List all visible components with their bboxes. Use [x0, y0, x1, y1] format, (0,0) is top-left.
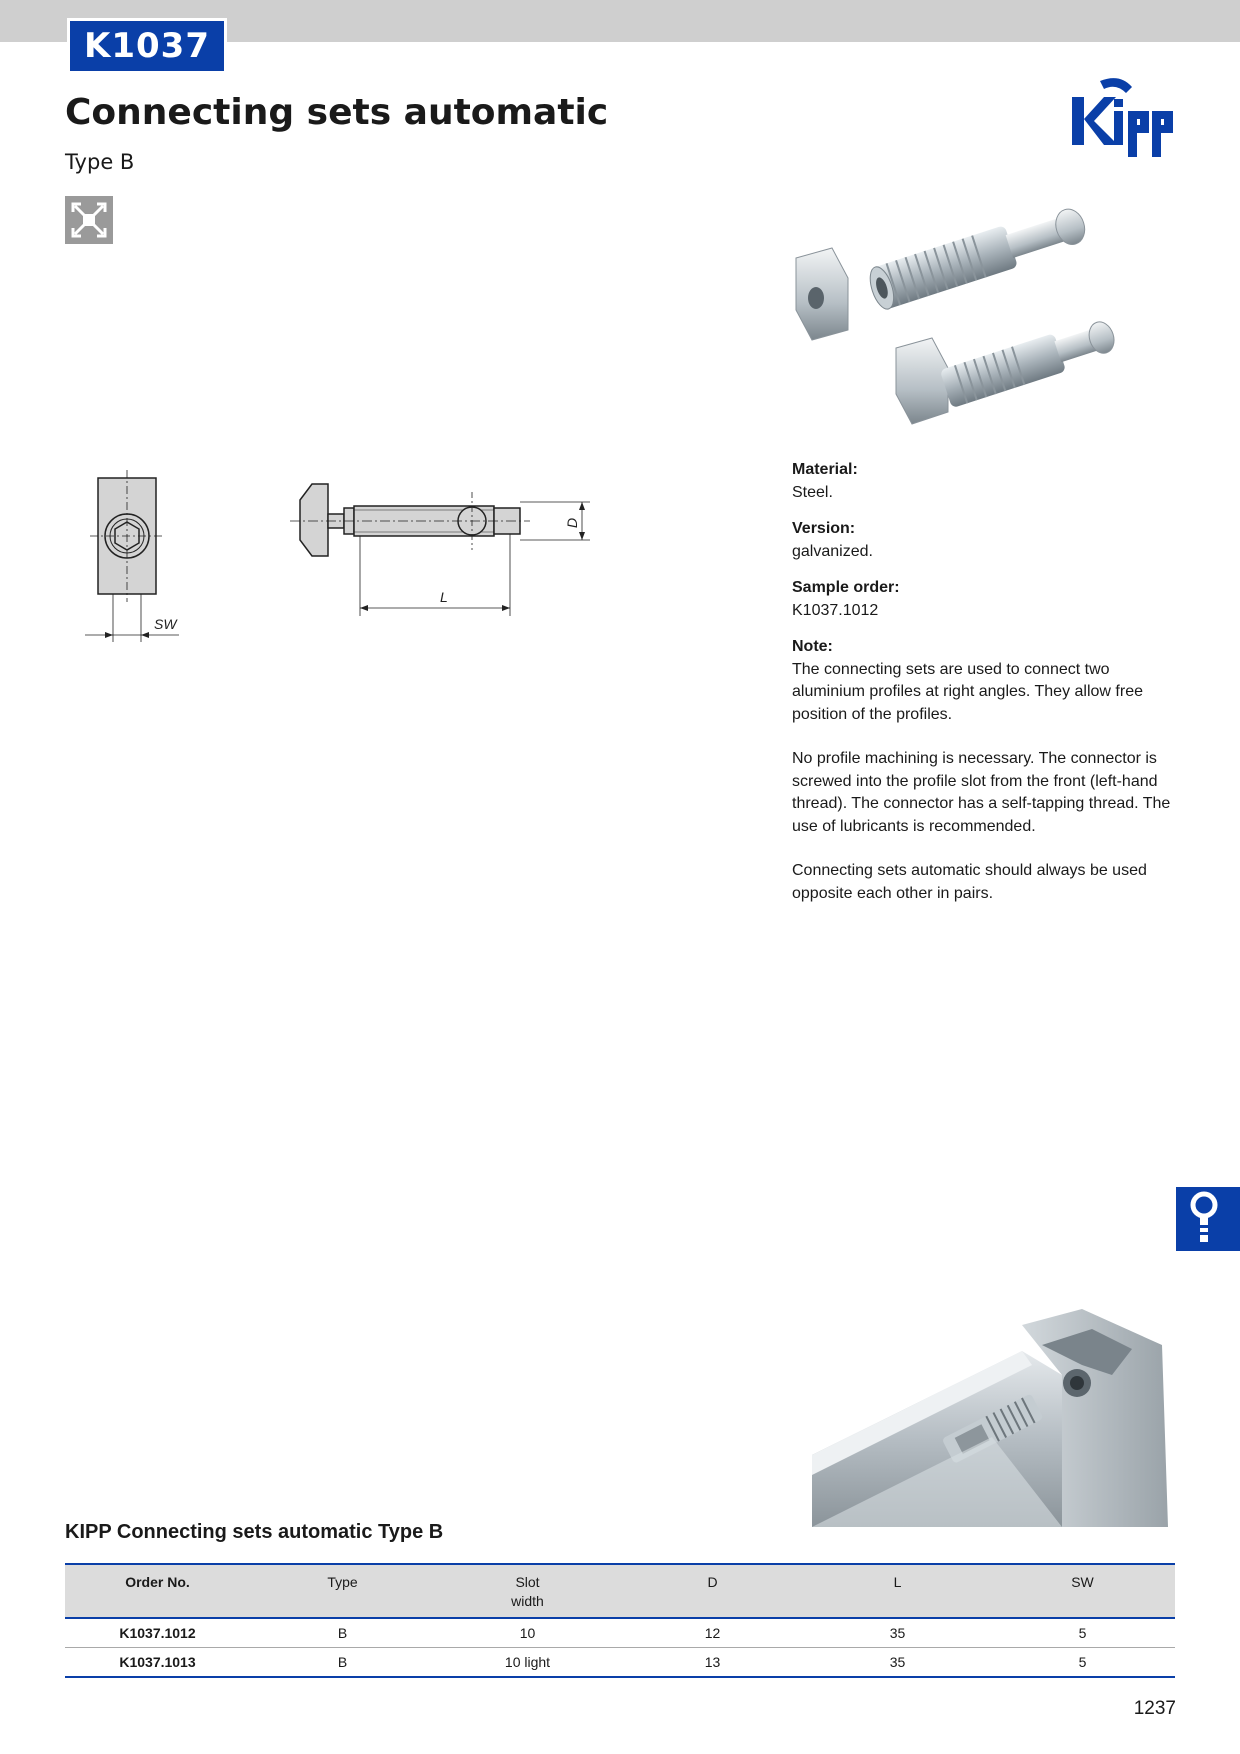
- header-slot-width: [435, 1564, 620, 1618]
- table-header-row: [65, 1564, 1175, 1618]
- eyebolt-tab-icon: [1176, 1187, 1240, 1251]
- cell-l: 35: [805, 1618, 990, 1648]
- version-label: Version:: [792, 520, 856, 537]
- cell-type: B: [250, 1618, 435, 1648]
- cell-d: 13: [620, 1648, 805, 1678]
- header-slot-line1: Slot: [515, 1574, 540, 1590]
- header-l: L: [893, 1574, 902, 1590]
- product-table-wrapper: [65, 1563, 1175, 1678]
- cell-sw: 5: [990, 1618, 1175, 1648]
- dimension-label-d: D: [564, 517, 580, 528]
- page-subtitle: Type B: [65, 150, 135, 174]
- table-row: [65, 1618, 1175, 1648]
- header-sw: SW: [1071, 1574, 1094, 1590]
- dimension-label-l: L: [440, 589, 448, 605]
- kipp-logo: [1070, 75, 1180, 160]
- cell-order-no: K1037.1012: [65, 1618, 250, 1648]
- cell-type: B: [250, 1648, 435, 1678]
- table-row: [65, 1648, 1175, 1678]
- cell-order-no: K1037.1013: [65, 1648, 250, 1678]
- product-code: K1037: [70, 21, 224, 71]
- technical-drawing-end-view: [80, 470, 190, 650]
- note-block: [792, 636, 1172, 905]
- version-value: galvanized.: [792, 542, 873, 560]
- cell-l: 35: [805, 1648, 990, 1678]
- profile-connector-category-icon: [65, 196, 113, 244]
- application-photo: [812, 1305, 1168, 1527]
- cell-sw: 5: [990, 1648, 1175, 1678]
- page-title: Connecting sets automatic: [65, 92, 609, 133]
- header-type: Type: [327, 1574, 358, 1590]
- material-block: [792, 459, 1172, 504]
- header-slot-line2: width: [511, 1593, 544, 1609]
- sample-order-block: [792, 577, 1172, 622]
- version-block: [792, 518, 1172, 563]
- technical-drawing-side-view: [290, 470, 620, 620]
- material-label: Material:: [792, 461, 858, 478]
- dimension-label-sw: SW: [154, 616, 177, 632]
- note-label: Note:: [792, 638, 833, 655]
- header-d: D: [707, 1574, 718, 1590]
- specifications: [792, 459, 1172, 927]
- table-title: KIPP Connecting sets automatic Type B: [65, 1521, 444, 1543]
- note-paragraph: No profile machining is necessary. The connector is screwed into the profile slot from the front (left-hand thread). The connector has a self-tapping thread. The use of lubricants is recommended.: [792, 750, 1171, 835]
- sample-order-value: K1037.1012: [792, 601, 879, 619]
- header-order-no: Order No.: [125, 1574, 190, 1590]
- page-number: 1237: [1133, 1698, 1176, 1719]
- cell-d: 12: [620, 1618, 805, 1648]
- sample-order-label: Sample order:: [792, 579, 900, 596]
- product-table: [65, 1563, 1175, 1678]
- note-paragraph: The connecting sets are used to connect two aluminium profiles at right angles. They allow free position of the profiles.: [792, 660, 1143, 723]
- note-paragraph: Connecting sets automatic should always be used opposite each other in pairs.: [792, 862, 1147, 902]
- cell-slot-width: 10: [435, 1618, 620, 1648]
- product-code-badge: [67, 18, 227, 74]
- product-photo: [790, 180, 1120, 430]
- cell-slot-width: 10 light: [435, 1648, 620, 1678]
- material-value: Steel.: [792, 483, 833, 501]
